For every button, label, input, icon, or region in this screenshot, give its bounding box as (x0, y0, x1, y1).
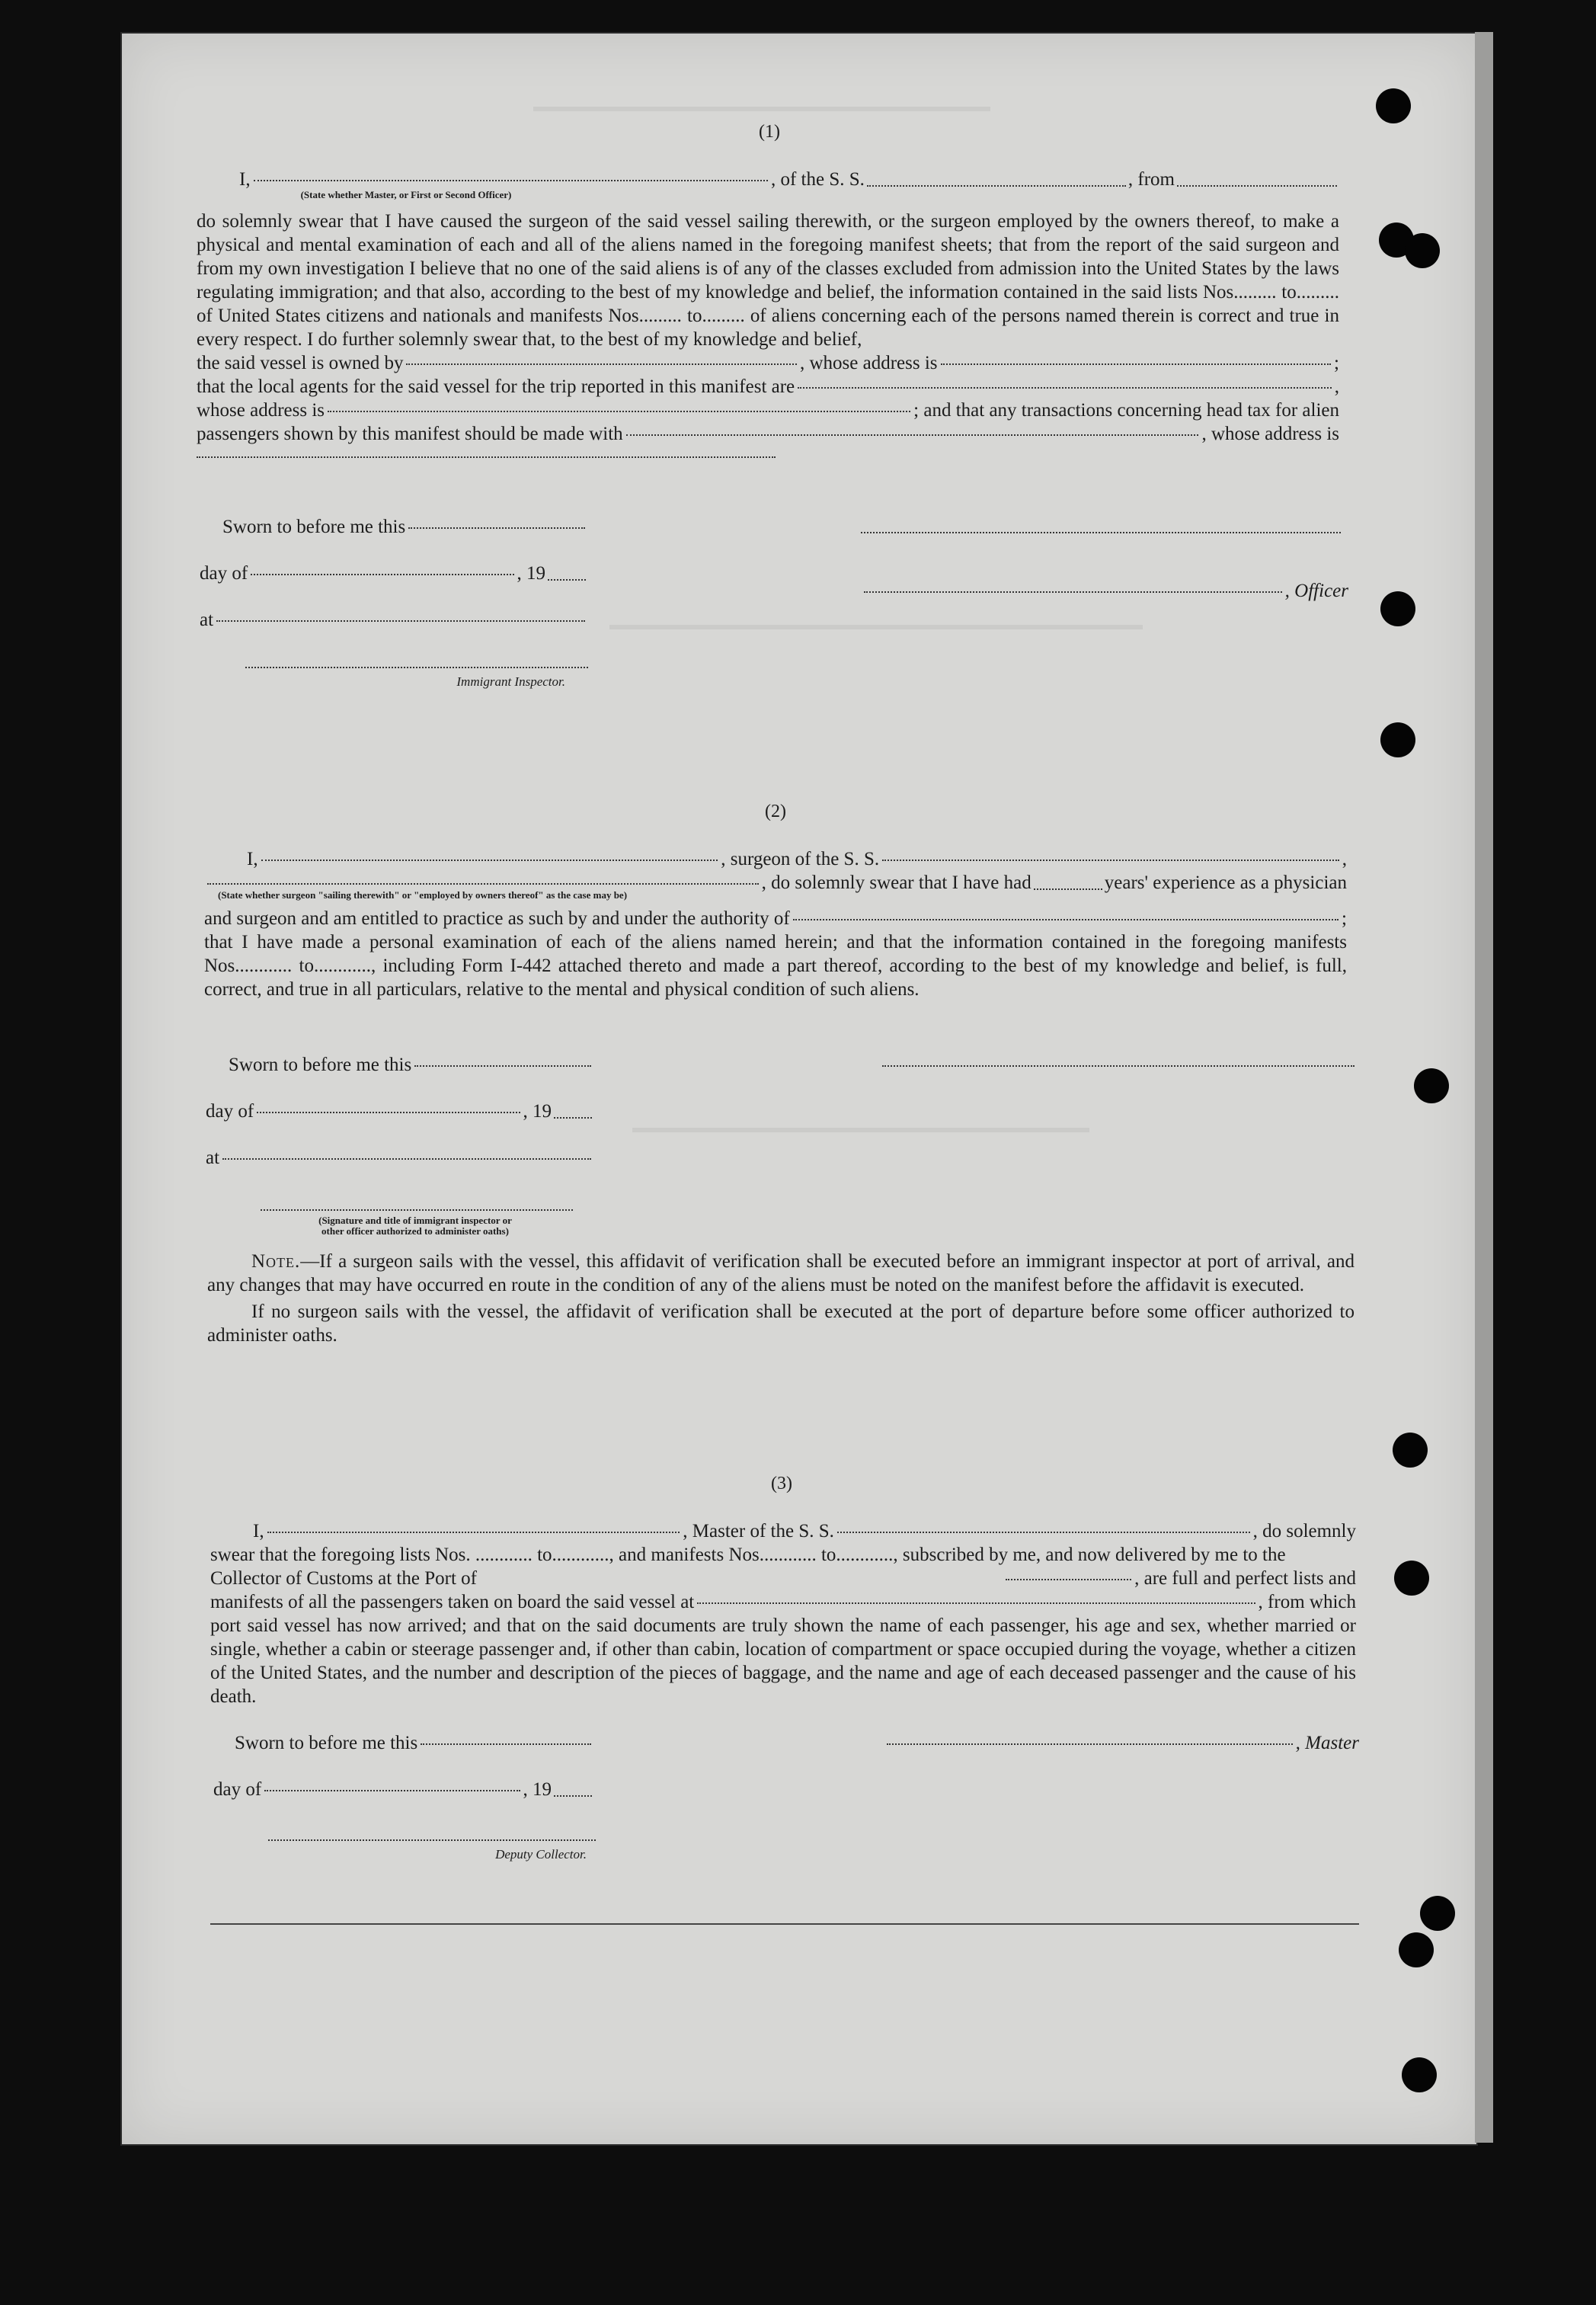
section-1-body: do solemnly swear that I have caused the surgeon of the said vessel sailing therewith, or the surgeon employed by the owners thereof, to make a physical and mental examination of each and all of the aliens named in the foregoing manifest sheets; that from the report of the said surgeon and from my own investigation I believe that no one of the said aliens is of any of the classes excluded from admission into the United States by the laws regulating immigration; and that also, according to the best of my knowledge and belief, the information contained in the said lists Nos......... to......... of United States citizens and nationals and manifests Nos......... to......... of aliens concerning each of the persons named therein is correct and true in every respect. I do further solemnly swear that, to the best of my knowledge and belief, (197, 211, 1339, 350)
place-field[interactable] (216, 620, 585, 622)
text-whose-address: whose address is (197, 400, 325, 421)
section-3-number: (3) (771, 1474, 792, 1493)
master-vessel-field[interactable] (837, 1532, 1250, 1533)
note-paragraph (207, 1250, 1355, 1297)
text-master-of-ss: , Master of the S. S. (683, 1521, 834, 1541)
officer-label: , Officer (1284, 581, 1348, 601)
officer-signature-line-2[interactable] (864, 591, 1282, 593)
text-from-which: , from which (1258, 1592, 1356, 1612)
text-full-perfect: , are full and perfect lists and (1134, 1568, 1356, 1589)
owner-field[interactable] (406, 363, 797, 365)
surgeon-name-field[interactable] (261, 860, 718, 861)
note-text-2: If no surgeon sails with the vessel, the affidavit of verification shall be executed at the port of departure before some officer authorized to administer oaths. (207, 1301, 1355, 1346)
master-signature-line[interactable] (887, 1743, 1293, 1745)
punct: ; (1342, 908, 1347, 929)
signature-note-line-2: other officer authorized to administer oaths) (321, 1225, 509, 1237)
text-i: I, (247, 849, 258, 869)
note-text: —If a surgeon sails with the vessel, this affidavit of verification shall be executed before an immigrant inspector at port of arrival, and any changes that may have occurred en route in the condition of any of the aliens must be noted on the manifest before the affidavit is executed. (207, 1251, 1355, 1295)
punch-hole (1393, 1433, 1428, 1468)
section-3-body: swear that the foregoing lists Nos. ............ to............, and manifests Nos............ to............, subscribed by me, and now delivered by me to the Collector of Customs at the Port of (210, 1545, 1286, 1589)
deputy-collector-label: Deputy Collector. (495, 1847, 587, 1862)
text-whose-address-is: , whose address is (1201, 424, 1339, 444)
text-manifests-all: manifests of all the passengers taken on board the said vessel at (210, 1592, 695, 1612)
section-3-body-2: port said vessel has now arrived; and that on the said documents are truly shown the name of each passenger, his age and sex, whether married or single, whether a cabin or steerage passenger and, if other than cabin, location of compartment or space occupied during the voyage, whether a citizen of the United States, and the number and description of the pieces of baggage, and the name and age of each deceased passenger and the cause of his death. (210, 1615, 1356, 1707)
master-name-field[interactable] (267, 1532, 680, 1533)
text-surgeon-of-ss: , surgeon of the S. S. (721, 849, 880, 869)
bleed-through-texture (632, 1128, 1089, 1163)
section-1-number: (1) (759, 122, 780, 142)
punch-hole (1399, 1932, 1434, 1967)
head-tax-contact-field[interactable] (626, 434, 1199, 436)
authority-field[interactable] (793, 919, 1339, 920)
inspector-signature-line[interactable] (245, 667, 588, 668)
head-tax-address-field[interactable] (197, 456, 776, 458)
surgeon-status-note: (State whether surgeon "sailing therewith" or "employed by owners thereof" as the case may be) (218, 889, 628, 901)
section-2-number: (2) (765, 802, 786, 821)
master-signature-block (884, 1731, 1359, 1755)
surgeon-status-field[interactable] (204, 872, 762, 901)
embarkation-port-field[interactable] (697, 1602, 1255, 1604)
officer-name-field[interactable] (251, 168, 771, 200)
signature-title-note (251, 1215, 579, 1237)
punch-hole (1380, 722, 1415, 757)
bottom-rule (210, 1923, 1359, 1925)
oath-officer-signature-line[interactable] (261, 1209, 573, 1211)
years-experience-field[interactable] (1034, 888, 1102, 890)
immigrant-inspector-label: Immigrant Inspector. (456, 674, 565, 689)
text-passengers: passengers shown by this manifest should be made with (197, 424, 623, 444)
local-agents-field[interactable] (798, 387, 1332, 389)
text-day-of: day of (200, 563, 248, 584)
punch-hole (1376, 88, 1411, 123)
officer-title-note: (State whether Master, or First or Second Officer) (300, 189, 512, 200)
departure-port-field[interactable] (1177, 185, 1337, 187)
text-sworn: Sworn to before me this (235, 1733, 418, 1753)
punch-hole (1402, 2057, 1437, 2092)
section-3-affidavit (210, 1519, 1356, 1708)
punct: ; (1334, 353, 1339, 373)
text-i: I, (239, 169, 251, 190)
sworn-date-field[interactable] (414, 1065, 591, 1067)
year-field[interactable] (554, 1795, 592, 1797)
note-block (207, 1250, 1355, 1347)
text-sworn: Sworn to before me this (229, 1055, 412, 1075)
section-3-jurat (213, 1731, 594, 1866)
text-i: I, (253, 1521, 264, 1541)
officer-signature-line-1[interactable] (861, 532, 1341, 533)
text-do-solemnly: , do solemnly (1252, 1521, 1357, 1541)
text-local-agents: that the local agents for the said vessel for the trip reported in this manifest are (197, 376, 795, 397)
text-years-experience: years' experience as a physician (1104, 872, 1347, 893)
owner-address-field[interactable] (941, 363, 1332, 365)
punch-hole (1394, 1561, 1429, 1596)
sworn-date-field[interactable] (421, 1743, 591, 1745)
text-head-tax: ; and that any transactions concerning head tax for alien (913, 400, 1339, 421)
paper-edge (1475, 32, 1493, 2143)
surgeon-signature-line[interactable] (882, 1065, 1355, 1067)
port-field[interactable] (1006, 1579, 1131, 1580)
punch-hole (1405, 233, 1440, 268)
punct: , (1342, 849, 1348, 869)
section-1-jurat (200, 515, 588, 693)
punch-hole (1414, 1068, 1449, 1103)
year-field[interactable] (554, 1117, 592, 1119)
officer-signature-block (861, 511, 1348, 603)
month-field[interactable] (264, 1790, 520, 1791)
agent-address-field[interactable] (328, 411, 910, 412)
month-field[interactable] (257, 1112, 520, 1113)
surgeon-vessel-field[interactable] (882, 860, 1339, 861)
punch-hole (1420, 1896, 1455, 1931)
text-from: , from (1127, 169, 1175, 190)
punct: , (1334, 376, 1339, 397)
bleed-through-texture (609, 625, 1143, 660)
signature-note-line-1: (Signature and title of immigrant inspector or (318, 1215, 512, 1226)
text-at: at (206, 1148, 220, 1168)
month-field[interactable] (251, 574, 513, 575)
sworn-date-field[interactable] (408, 527, 585, 529)
text-owner-address: , whose address is (800, 353, 938, 373)
section-2-jurat (206, 1053, 594, 1237)
text-day-of: day of (206, 1101, 254, 1122)
section-2-affidavit (204, 847, 1347, 1001)
text-at: at (200, 610, 214, 630)
punch-hole (1380, 591, 1415, 626)
text-day-of: day of (213, 1779, 262, 1800)
text-year: , 19 (523, 1779, 552, 1800)
vessel-name-field[interactable] (867, 185, 1126, 187)
year-field[interactable] (548, 579, 586, 581)
section-1-affidavit (197, 168, 1339, 458)
text-year: , 19 (523, 1101, 552, 1122)
deputy-collector-signature-line[interactable] (268, 1839, 596, 1841)
text-owned-by: the said vessel is owned by (197, 353, 404, 373)
text-year: , 19 (517, 563, 545, 584)
note-label: Note. (251, 1251, 301, 1272)
text-of-ss: , of the S. S. (770, 169, 865, 190)
text-do-solemnly-swear: , do solemnly swear that I have had (761, 872, 1031, 893)
place-field[interactable] (222, 1158, 591, 1160)
section-2-body: that I have made a personal examination of each of the aliens named herein; and that the information contained in the foregoing manifests Nos............ to............, including Form I-442 attached thereto and made a part thereof, according to the best of my knowledge and belief, is full, correct, and true in all particulars, relative to the mental and physical condition of such aliens. (204, 932, 1347, 1000)
text-authority: and surgeon and am entitled to practice as such by and under the authority of (204, 908, 790, 929)
master-label: , Master (1295, 1733, 1359, 1753)
text-sworn: Sworn to before me this (222, 517, 406, 537)
